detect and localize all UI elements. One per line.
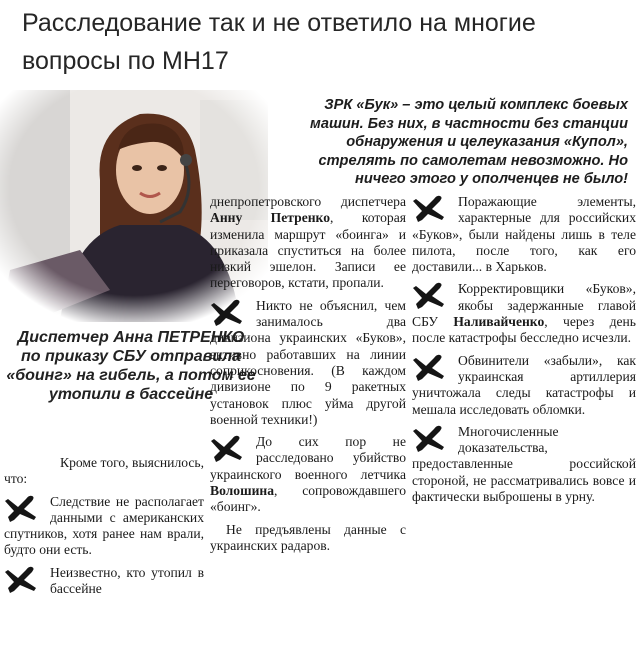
plane-icon — [210, 298, 250, 330]
paragraph-text: Обвинители «забыли», как украинская артиллерия уничтожала следы катастрофы и мешала исследовать обломки. — [412, 352, 636, 417]
column-2 — [210, 194, 406, 554]
headline: Расследование так и не ответило на многие вопросы по МН17 — [22, 9, 536, 75]
paragraph-text: Поражающие элементы, характерные для российских «Буков», были найдены лишь в теле пилота, после того, как его доставили... в Харьков. — [412, 194, 636, 275]
plane-icon — [4, 494, 44, 526]
name-petrenko: Анну Петренко — [210, 210, 331, 226]
column-1 — [4, 455, 204, 597]
name-nalyvaichenko: Наливайченко — [453, 314, 545, 330]
paragraph-text: , сопровождавшего «боинг». — [210, 483, 406, 515]
name-voloshin: Волошина — [210, 483, 275, 499]
paragraph-text: Следствие не располагает данными с американских спутников, хотя ранее нам врали, будто они есть. — [4, 493, 204, 558]
paragraph-buk-divisions — [210, 298, 406, 428]
intro-paragraph: Кроме того, выяснилось, что: — [4, 455, 204, 487]
plane-icon — [210, 434, 250, 466]
plane-icon — [412, 281, 452, 313]
paragraph-evidence — [412, 424, 636, 505]
paragraph-fragments — [412, 194, 636, 275]
paragraph-radars: Не предъявлены данные с украинских радаров. — [210, 521, 406, 553]
photo-caption: Диспетчер Анна ПЕТРЕНКО по приказу СБУ отправила «боинг» на гибель, а потом ее утопили в бассейне — [6, 329, 256, 403]
plane-icon — [412, 424, 452, 456]
plane-icon — [412, 194, 452, 226]
plane-icon — [412, 353, 452, 385]
paragraph-text: , через день после катастрофы бесследно исчезли. — [412, 314, 636, 346]
paragraph-text: Корректировщики «Буков», якобы задержанные главой СБУ — [412, 281, 636, 330]
paragraph-text: Неизвестно, кто утопил в бассейне — [50, 564, 204, 597]
buk-quote: ЗРК «Бук» – это целый комплекс боевых машин. Без них, в частности без станции обнаружения и целеуказания «Купол», стрелять по самолетам невозможно. Но ничего этого у ополченцев не было! — [310, 97, 628, 187]
paragraph-spotters — [412, 281, 636, 346]
paragraph-voloshin — [210, 434, 406, 515]
paragraph-satellites — [4, 494, 204, 559]
paragraph-text: , которая изменила маршрут «боинга» и приказала спуститься на более низкий эшелон. Записи ее переговоров, кстати, пропали. — [210, 210, 406, 291]
plane-icon — [4, 565, 44, 597]
paragraph-text: днепропетровского диспетчера — [210, 194, 406, 209]
column-3 — [412, 194, 636, 505]
paragraph-petrenko — [210, 194, 406, 292]
paragraph-pool — [4, 565, 204, 598]
paragraph-text: Многочисленные доказательства, предоставленные российской стороной, не рассматривались вовсе и фактически выброшены в урну. — [412, 423, 636, 505]
paragraph-text: До сих пор не расследовано убийство украинского военного летчика — [210, 434, 406, 482]
paragraph-text: Никто не объяснил, чем занималось два дивизиона украинских «Буков», активно работавших на линии соприкосновения. (В каждом дивизионе по 9 ракетных установок плюс уйма другой военной техники!) — [210, 297, 406, 427]
paragraph-artillery — [412, 353, 636, 418]
